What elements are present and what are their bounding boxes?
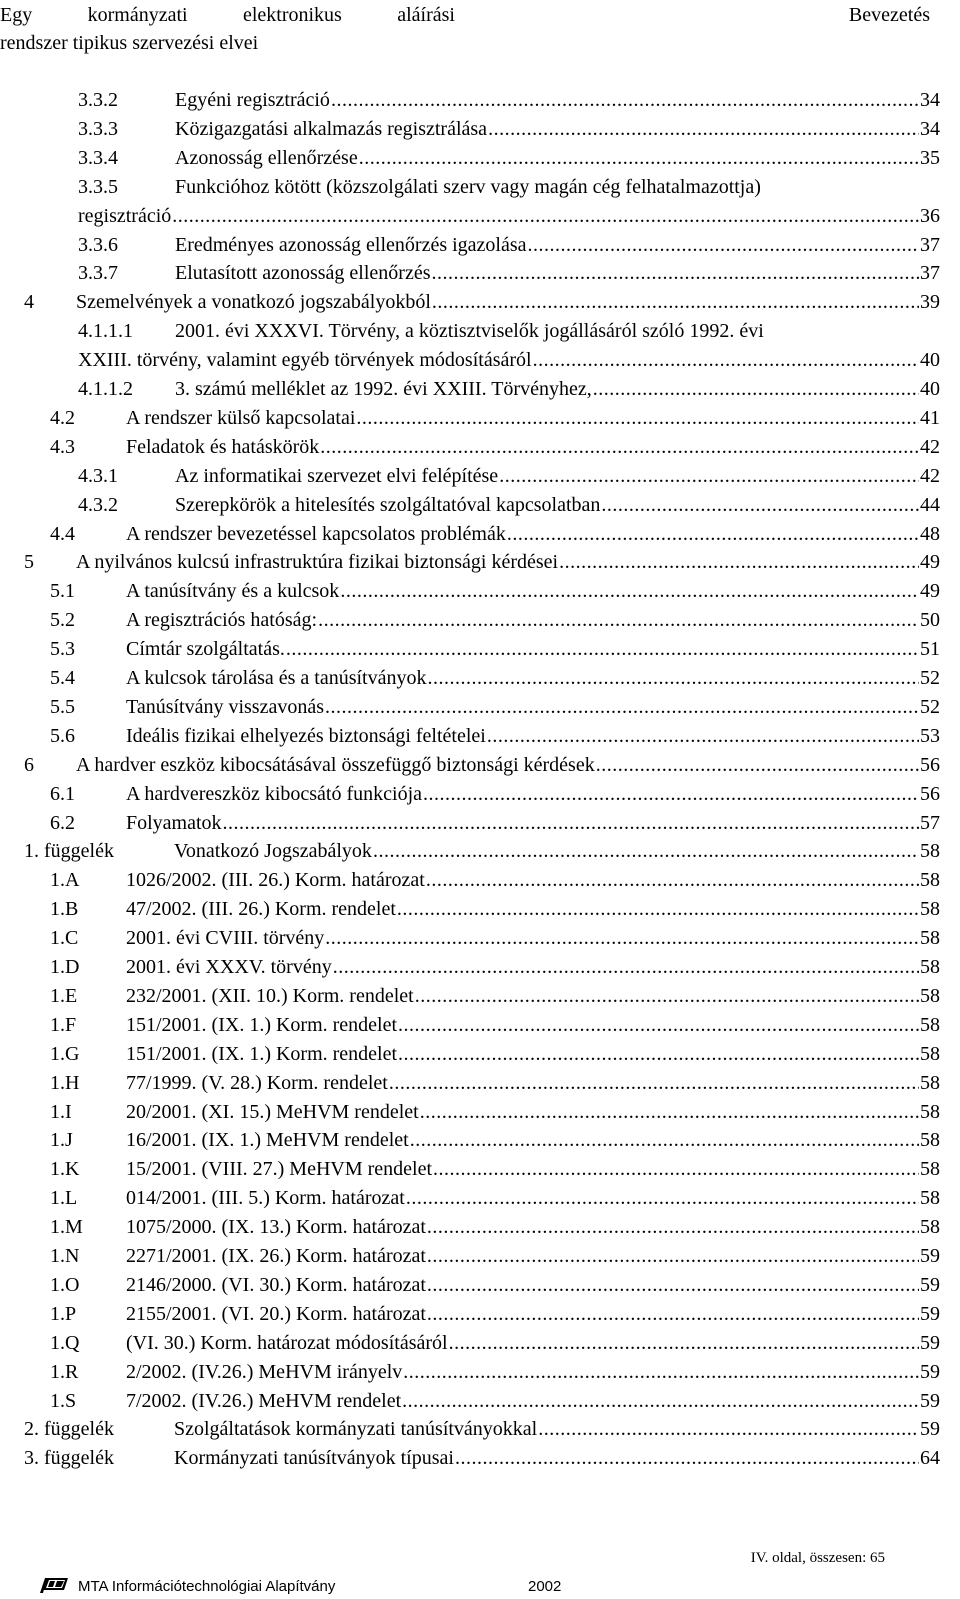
page-header	[0, 0, 960, 58]
toc-leader-dots	[356, 404, 919, 433]
toc-entry-number: 1.E	[50, 984, 78, 1007]
toc-entry-page: 49	[920, 551, 940, 574]
toc-entry-number: 1.G	[50, 1042, 80, 1065]
toc-entry-page: 59	[920, 1331, 940, 1354]
toc-entry-number: 1.P	[50, 1302, 77, 1325]
toc-entry-number: 4.4	[50, 522, 75, 545]
toc-entry-page: 58	[920, 1100, 940, 1123]
toc-entry-title: 20/2001. (XI. 15.) MeHVM rendelet	[126, 1100, 419, 1123]
toc-entry[interactable]	[24, 288, 940, 317]
toc-entry-title: 77/1999. (V. 28.) Korm. rendelet	[126, 1071, 388, 1094]
toc-entry-number: 3.3.7	[78, 262, 118, 285]
toc-entry[interactable]	[50, 664, 940, 693]
toc-entry-title-continued: regisztráció	[78, 204, 172, 227]
toc-entry-number: 1.A	[50, 869, 80, 892]
page-info: IV. oldal, összesen: 65	[750, 1550, 885, 1566]
toc-entry[interactable]	[50, 809, 940, 838]
toc-entry-page: 58	[920, 1042, 940, 1065]
toc-entry-page: 39	[920, 291, 940, 314]
toc-entry-page: 53	[920, 724, 940, 747]
toc-entry-number: 1.B	[50, 898, 79, 921]
toc-entry-title: Szerepkörök a hitelesítés szolgáltatóval kapcsolatban	[175, 493, 601, 516]
toc-entry-title: Szolgáltatások kormányzati tanúsítványokkal	[174, 1418, 538, 1441]
toc-entry-number: 6	[24, 753, 34, 776]
toc-entry-title: Az informatikai szervezet elvi felépítése	[175, 464, 499, 487]
toc-entry-title: 2001. évi XXXV. törvény	[126, 956, 332, 978]
toc-entry-title: A kulcsok tárolása és a tanúsítványok	[126, 667, 427, 689]
toc-entry-page: 56	[920, 753, 940, 776]
page-footer	[0, 1520, 960, 1599]
toc-entry-number: 1.F	[50, 1013, 77, 1036]
toc-leader-dots	[426, 866, 919, 895]
toc-entry[interactable]	[24, 548, 940, 577]
toc-leader-dots	[333, 953, 919, 982]
header-word: kormányzati	[87, 4, 188, 26]
toc-entry-page: 57	[920, 811, 940, 834]
toc-entry-page: 35	[920, 146, 940, 169]
toc-entry-page: 48	[920, 522, 940, 545]
toc-entry[interactable]	[50, 606, 940, 635]
toc-entry-number: 4.3.1	[78, 464, 118, 487]
toc-leader-dots	[455, 1444, 919, 1473]
toc-entry-title: Szemelvények a vonatkozó jogszabályokból	[76, 291, 431, 314]
toc-leader-dots	[410, 1126, 919, 1155]
toc-leader-dots	[359, 144, 919, 173]
toc-leader-dots	[528, 231, 919, 260]
toc-entry-number: 4.1.1.2	[78, 378, 133, 400]
toc-entry-continuation[interactable]	[78, 346, 940, 375]
toc-leader-dots	[433, 1155, 919, 1184]
toc-leader-dots	[499, 462, 919, 491]
toc-entry-title: 232/2001. (XII. 10.) Korm. rendelet	[126, 984, 414, 1007]
toc-entry-page: 59	[920, 1245, 940, 1267]
toc-entry-page: 58	[920, 1071, 940, 1094]
toc-entry[interactable]	[78, 491, 940, 520]
toc-entry-number: 5.5	[50, 695, 75, 718]
toc-entry-title: 16/2001. (IX. 1.) MeHVM rendelet	[126, 1129, 409, 1152]
toc-entry[interactable]	[50, 1098, 940, 1127]
toc-leader-dots	[427, 1242, 919, 1271]
toc-entry[interactable]	[50, 1387, 940, 1416]
toc-entry[interactable]	[78, 375, 940, 404]
toc-entry-number: 4.3.2	[78, 493, 118, 516]
toc-entry-number: 1.Q	[50, 1331, 80, 1354]
toc-entry[interactable]	[24, 1444, 940, 1473]
toc-entry[interactable]	[50, 780, 940, 809]
toc-entry-number: 1.R	[50, 1360, 79, 1383]
toc-leader-dots	[172, 202, 919, 231]
toc-entry-page: 58	[920, 1129, 940, 1152]
toc-entry-page: 41	[920, 406, 940, 429]
toc-entry-title: Egyéni regisztráció	[175, 89, 330, 111]
toc-leader-dots	[420, 1098, 919, 1127]
toc-entry[interactable]	[78, 144, 940, 173]
flag-logo-icon	[38, 1575, 72, 1595]
toc-entry-title: Ideális fizikai elhelyezés biztonsági feltételei	[126, 724, 486, 747]
toc-entry-number: 4	[24, 291, 34, 314]
toc-entry-page: 58	[920, 898, 940, 921]
toc-entry[interactable]	[50, 1329, 940, 1358]
toc-entry-title: 2271/2001. (IX. 26.) Korm. határozat	[126, 1245, 426, 1267]
toc-entry[interactable]	[50, 1213, 940, 1242]
toc-entry-title: A rendszer bevezetéssel kapcsolatos problémák	[126, 522, 506, 545]
toc-entry-page: 44	[920, 493, 940, 516]
toc-entry-title: 7/2002. (IV.26.) MeHVM rendelet	[126, 1389, 402, 1412]
toc-entry-title: A hardver eszköz kibocsátásával összefüggő biztonsági kérdések	[76, 753, 595, 776]
toc-leader-dots	[507, 520, 919, 549]
toc-leader-dots	[593, 375, 919, 404]
toc-entry-number: 5.2	[50, 609, 75, 632]
toc-entry-number: 3.3.3	[78, 117, 118, 140]
toc-entry-title: (VI. 30.) Korm. határozat módosításáról	[126, 1331, 448, 1354]
header-word: Egy	[0, 4, 33, 26]
toc-entry-page: 36	[920, 204, 940, 227]
toc-entry-number: 1.L	[50, 1187, 78, 1210]
toc-entry-page: 59	[920, 1389, 940, 1412]
toc-leader-dots	[431, 259, 919, 288]
toc-entry-number: 3.3.2	[78, 89, 118, 111]
toc-entry-page: 37	[920, 233, 940, 256]
toc-leader-dots	[449, 1329, 919, 1358]
toc-entry-title: 2146/2000. (VI. 30.) Korm. határozat	[126, 1273, 426, 1296]
toc-entry[interactable]	[24, 837, 940, 866]
toc-entry-title: Funkcióhoz kötött (közszolgálati szerv vagy magán cég felhatalmazottja)	[175, 175, 761, 198]
toc-entry-title: Eredményes azonosság ellenőrzés igazolása	[175, 233, 527, 256]
toc-entry-title: 47/2002. (III. 26.) Korm. rendelet	[126, 898, 396, 921]
toc-entry-number: 1. függelék	[24, 840, 114, 863]
toc-entry-number: 1.M	[50, 1216, 83, 1239]
toc-entry-title: Címtár szolgáltatás.	[126, 638, 285, 661]
toc-entry-number: 6.1	[50, 782, 75, 805]
toc-entry[interactable]	[50, 1358, 940, 1387]
toc-entry-page: 42	[920, 464, 940, 487]
toc-entry-number: 5.3	[50, 638, 75, 661]
toc-entry[interactable]	[50, 1300, 940, 1329]
toc-leader-dots	[533, 346, 919, 375]
toc-leader-dots	[428, 664, 920, 693]
toc-entry-title: A rendszer külső kapcsolatai	[126, 406, 356, 429]
toc-entry[interactable]	[50, 1271, 940, 1300]
toc-entry[interactable]	[50, 1184, 940, 1213]
toc-entry-number: 1.I	[50, 1100, 72, 1123]
toc-entry-page: 51	[920, 638, 940, 661]
toc-leader-dots	[286, 635, 919, 664]
toc-leader-dots	[373, 837, 919, 866]
toc-entry[interactable]	[50, 1155, 940, 1184]
toc-entry-page: 40	[920, 378, 940, 400]
toc-leader-dots	[488, 115, 919, 144]
toc-leader-dots	[403, 1358, 919, 1387]
toc-entry-title: A nyilvános kulcsú infrastruktúra fizikai biztonsági kérdései	[76, 551, 559, 574]
toc-entry-number: 3. függelék	[24, 1447, 114, 1470]
toc-entry-title: A hardvereszköz kibocsátó funkciója	[126, 782, 423, 805]
toc-entry-title: Tanúsítvány visszavonás	[126, 695, 325, 718]
toc-leader-dots	[325, 924, 919, 953]
toc-entry-number: 1.C	[50, 927, 79, 950]
toc-entry[interactable]	[50, 866, 940, 895]
toc-entry[interactable]	[78, 231, 940, 260]
toc-entry-page: 59	[920, 1418, 940, 1441]
toc-entry-title: Közigazgatási alkalmazás regisztrálása	[175, 117, 488, 140]
toc-entry-number: 1.O	[50, 1273, 80, 1296]
toc-entry-number: 5.4	[50, 667, 75, 689]
toc-entry-page: 59	[920, 1360, 940, 1383]
toc-leader-dots	[397, 895, 919, 924]
toc-leader-dots	[559, 548, 919, 577]
toc-entry-number: 1.D	[50, 956, 80, 978]
toc-entry-page: 34	[920, 89, 940, 111]
toc-entry[interactable]	[50, 953, 940, 982]
toc-entry-number: 1.N	[50, 1245, 80, 1267]
toc-entry-page: 52	[920, 695, 940, 718]
toc-entry-number: 2. függelék	[24, 1418, 114, 1441]
toc-entry-title: 1075/2000. (IX. 13.) Korm. határozat	[126, 1216, 426, 1239]
toc-entry[interactable]	[78, 173, 940, 202]
toc-entry-number: 1.J	[50, 1129, 73, 1152]
toc-entry[interactable]	[50, 404, 940, 433]
toc-entry[interactable]	[50, 1069, 940, 1098]
organization-name: MTA Információtechnológiai Alapítvány	[78, 1578, 336, 1595]
toc-leader-dots	[601, 491, 919, 520]
toc-leader-dots	[538, 1415, 919, 1444]
toc-leader-dots	[432, 288, 919, 317]
header-word: elektronikus	[242, 4, 342, 26]
header-section-name: Bevezetés	[848, 4, 930, 26]
toc-entry[interactable]	[50, 895, 940, 924]
toc-entry-page: 58	[920, 869, 940, 892]
toc-entry-title: Kormányzati tanúsítványok típusai	[174, 1447, 454, 1470]
toc-entry-page: 58	[920, 927, 940, 950]
toc-leader-dots	[596, 751, 919, 780]
toc-leader-dots	[415, 982, 919, 1011]
toc-entry[interactable]	[78, 259, 940, 288]
toc-entry-title: Elutasított azonosság ellenőrzés	[175, 262, 431, 285]
toc-entry-page: 59	[920, 1302, 940, 1325]
toc-entry-title: 3. számú melléklet az 1992. évi XXIII. Törvényhez,	[175, 378, 592, 400]
toc-entry[interactable]	[50, 1242, 940, 1271]
toc-leader-dots	[389, 1069, 919, 1098]
toc-leader-dots	[423, 780, 919, 809]
toc-entry[interactable]	[24, 1415, 940, 1444]
toc-entry-number: 1.K	[50, 1158, 80, 1181]
toc-entry-number: 1.S	[50, 1389, 77, 1412]
toc-entry-title: Vonatkozó Jogszabályok	[174, 840, 372, 863]
toc-entry-title: Azonosság ellenőrzése	[175, 146, 358, 169]
toc-entry-number: 3.3.4	[78, 146, 118, 169]
toc-leader-dots	[402, 1387, 919, 1416]
toc-entry-page: 58	[920, 840, 940, 863]
toc-entry-title: 151/2001. (IX. 1.) Korm. rendelet	[126, 1013, 398, 1036]
toc-entry-title: 2001. évi CVIII. törvény	[126, 927, 325, 950]
toc-entry-number: 4.2	[50, 406, 75, 429]
toc-entry[interactable]	[50, 635, 940, 664]
toc-leader-dots	[223, 809, 919, 838]
toc-entry-page: 58	[920, 1158, 940, 1181]
toc-entry-title: 15/2001. (VIII. 27.) MeHVM rendelet	[126, 1158, 433, 1181]
toc-leader-dots	[331, 86, 919, 115]
toc-entry-page: 42	[920, 435, 940, 458]
toc-entry-page: 58	[920, 1187, 940, 1210]
toc-entry[interactable]	[50, 982, 940, 1011]
toc-entry-title: A regisztrációs hatóság:	[126, 609, 318, 632]
toc-entry-number: 6.2	[50, 811, 75, 834]
toc-entry-title: 151/2001. (IX. 1.) Korm. rendelet	[126, 1042, 398, 1065]
toc-entry[interactable]	[78, 115, 940, 144]
toc-leader-dots	[427, 1271, 919, 1300]
toc-entry-page: 58	[920, 1013, 940, 1036]
toc-entry-title: 2/2002. (IV.26.) MeHVM irányelv	[126, 1360, 403, 1383]
toc-entry-number: 3.3.6	[78, 233, 118, 256]
toc-entry-title: 2001. évi XXXVI. Törvény, a köztisztviselők jogállásáról szóló 1992. évi	[175, 320, 764, 343]
toc-entry-title: A tanúsítvány és a kulcsok	[126, 580, 340, 603]
toc-entry-page: 59	[920, 1273, 940, 1296]
header-title-words	[0, 1, 455, 29]
toc-leader-dots	[398, 1040, 919, 1069]
toc-entry[interactable]	[50, 433, 940, 462]
toc-leader-dots	[318, 606, 919, 635]
header-line-2: rendszer tipikus szervezési elvei	[0, 32, 259, 54]
toc-entry-title-continued: XXIII. törvény, valamint egyéb törvények módosításáról	[78, 349, 532, 372]
toc-entry-title: 014/2001. (III. 5.) Korm. határozat	[126, 1187, 405, 1210]
toc-entry-page: 40	[920, 349, 940, 372]
toc-entry-page: 49	[920, 580, 940, 603]
toc-entry[interactable]	[78, 86, 940, 115]
toc-entry-continuation[interactable]	[78, 202, 940, 231]
toc-entry-number: 5.6	[50, 724, 75, 747]
toc-entry[interactable]	[50, 722, 940, 751]
toc-entry-page: 58	[920, 1216, 940, 1239]
toc-entry[interactable]	[50, 693, 940, 722]
toc-entry-page: 52	[920, 667, 940, 689]
toc-leader-dots	[427, 1300, 919, 1329]
toc-leader-dots	[320, 433, 919, 462]
toc-entry[interactable]	[50, 1011, 940, 1040]
toc-entry-number: 3.3.5	[78, 175, 118, 198]
header-line-1	[0, 1, 930, 29]
toc-entry-page: 50	[920, 609, 940, 632]
toc-entry[interactable]	[24, 751, 940, 780]
toc-entry-number: 5.1	[50, 580, 75, 603]
toc-entry-title: 2155/2001. (VI. 20.) Korm. határozat	[126, 1302, 426, 1325]
toc-entry-title: 1026/2002. (III. 26.) Korm. határozat	[126, 869, 425, 892]
toc-entry[interactable]	[50, 1040, 940, 1069]
toc-entry[interactable]	[78, 462, 940, 491]
toc-entry-title: Folyamatok	[126, 811, 222, 834]
toc-entry-page: 56	[920, 782, 940, 805]
toc-entry[interactable]	[50, 924, 940, 953]
toc-entry[interactable]	[50, 577, 940, 606]
toc-leader-dots	[406, 1184, 919, 1213]
toc-entry-page: 37	[920, 262, 940, 285]
toc-leader-dots	[487, 722, 919, 751]
toc-leader-dots	[427, 1213, 919, 1242]
toc-entry-page: 34	[920, 117, 940, 140]
toc-entry-number: 4.1.1.1	[78, 320, 133, 343]
toc-leader-dots	[398, 1011, 919, 1040]
toc-entry-number: 5	[24, 551, 34, 574]
toc-entry-title: Feladatok és hatáskörök	[126, 435, 320, 458]
toc-leader-dots	[325, 693, 919, 722]
publication-year: 2002	[528, 1578, 562, 1595]
toc-entry-page: 58	[920, 984, 940, 1007]
header-word: aláírási	[397, 4, 455, 26]
toc-entry[interactable]	[50, 520, 940, 549]
toc-entry[interactable]	[78, 317, 940, 346]
toc-entry-page: 58	[920, 956, 940, 978]
toc-leader-dots	[340, 577, 919, 606]
toc-entry-number: 4.3	[50, 435, 75, 458]
toc-entry-page: 64	[920, 1447, 940, 1470]
toc-entry[interactable]	[50, 1126, 940, 1155]
toc-entry-number: 1.H	[50, 1071, 80, 1094]
